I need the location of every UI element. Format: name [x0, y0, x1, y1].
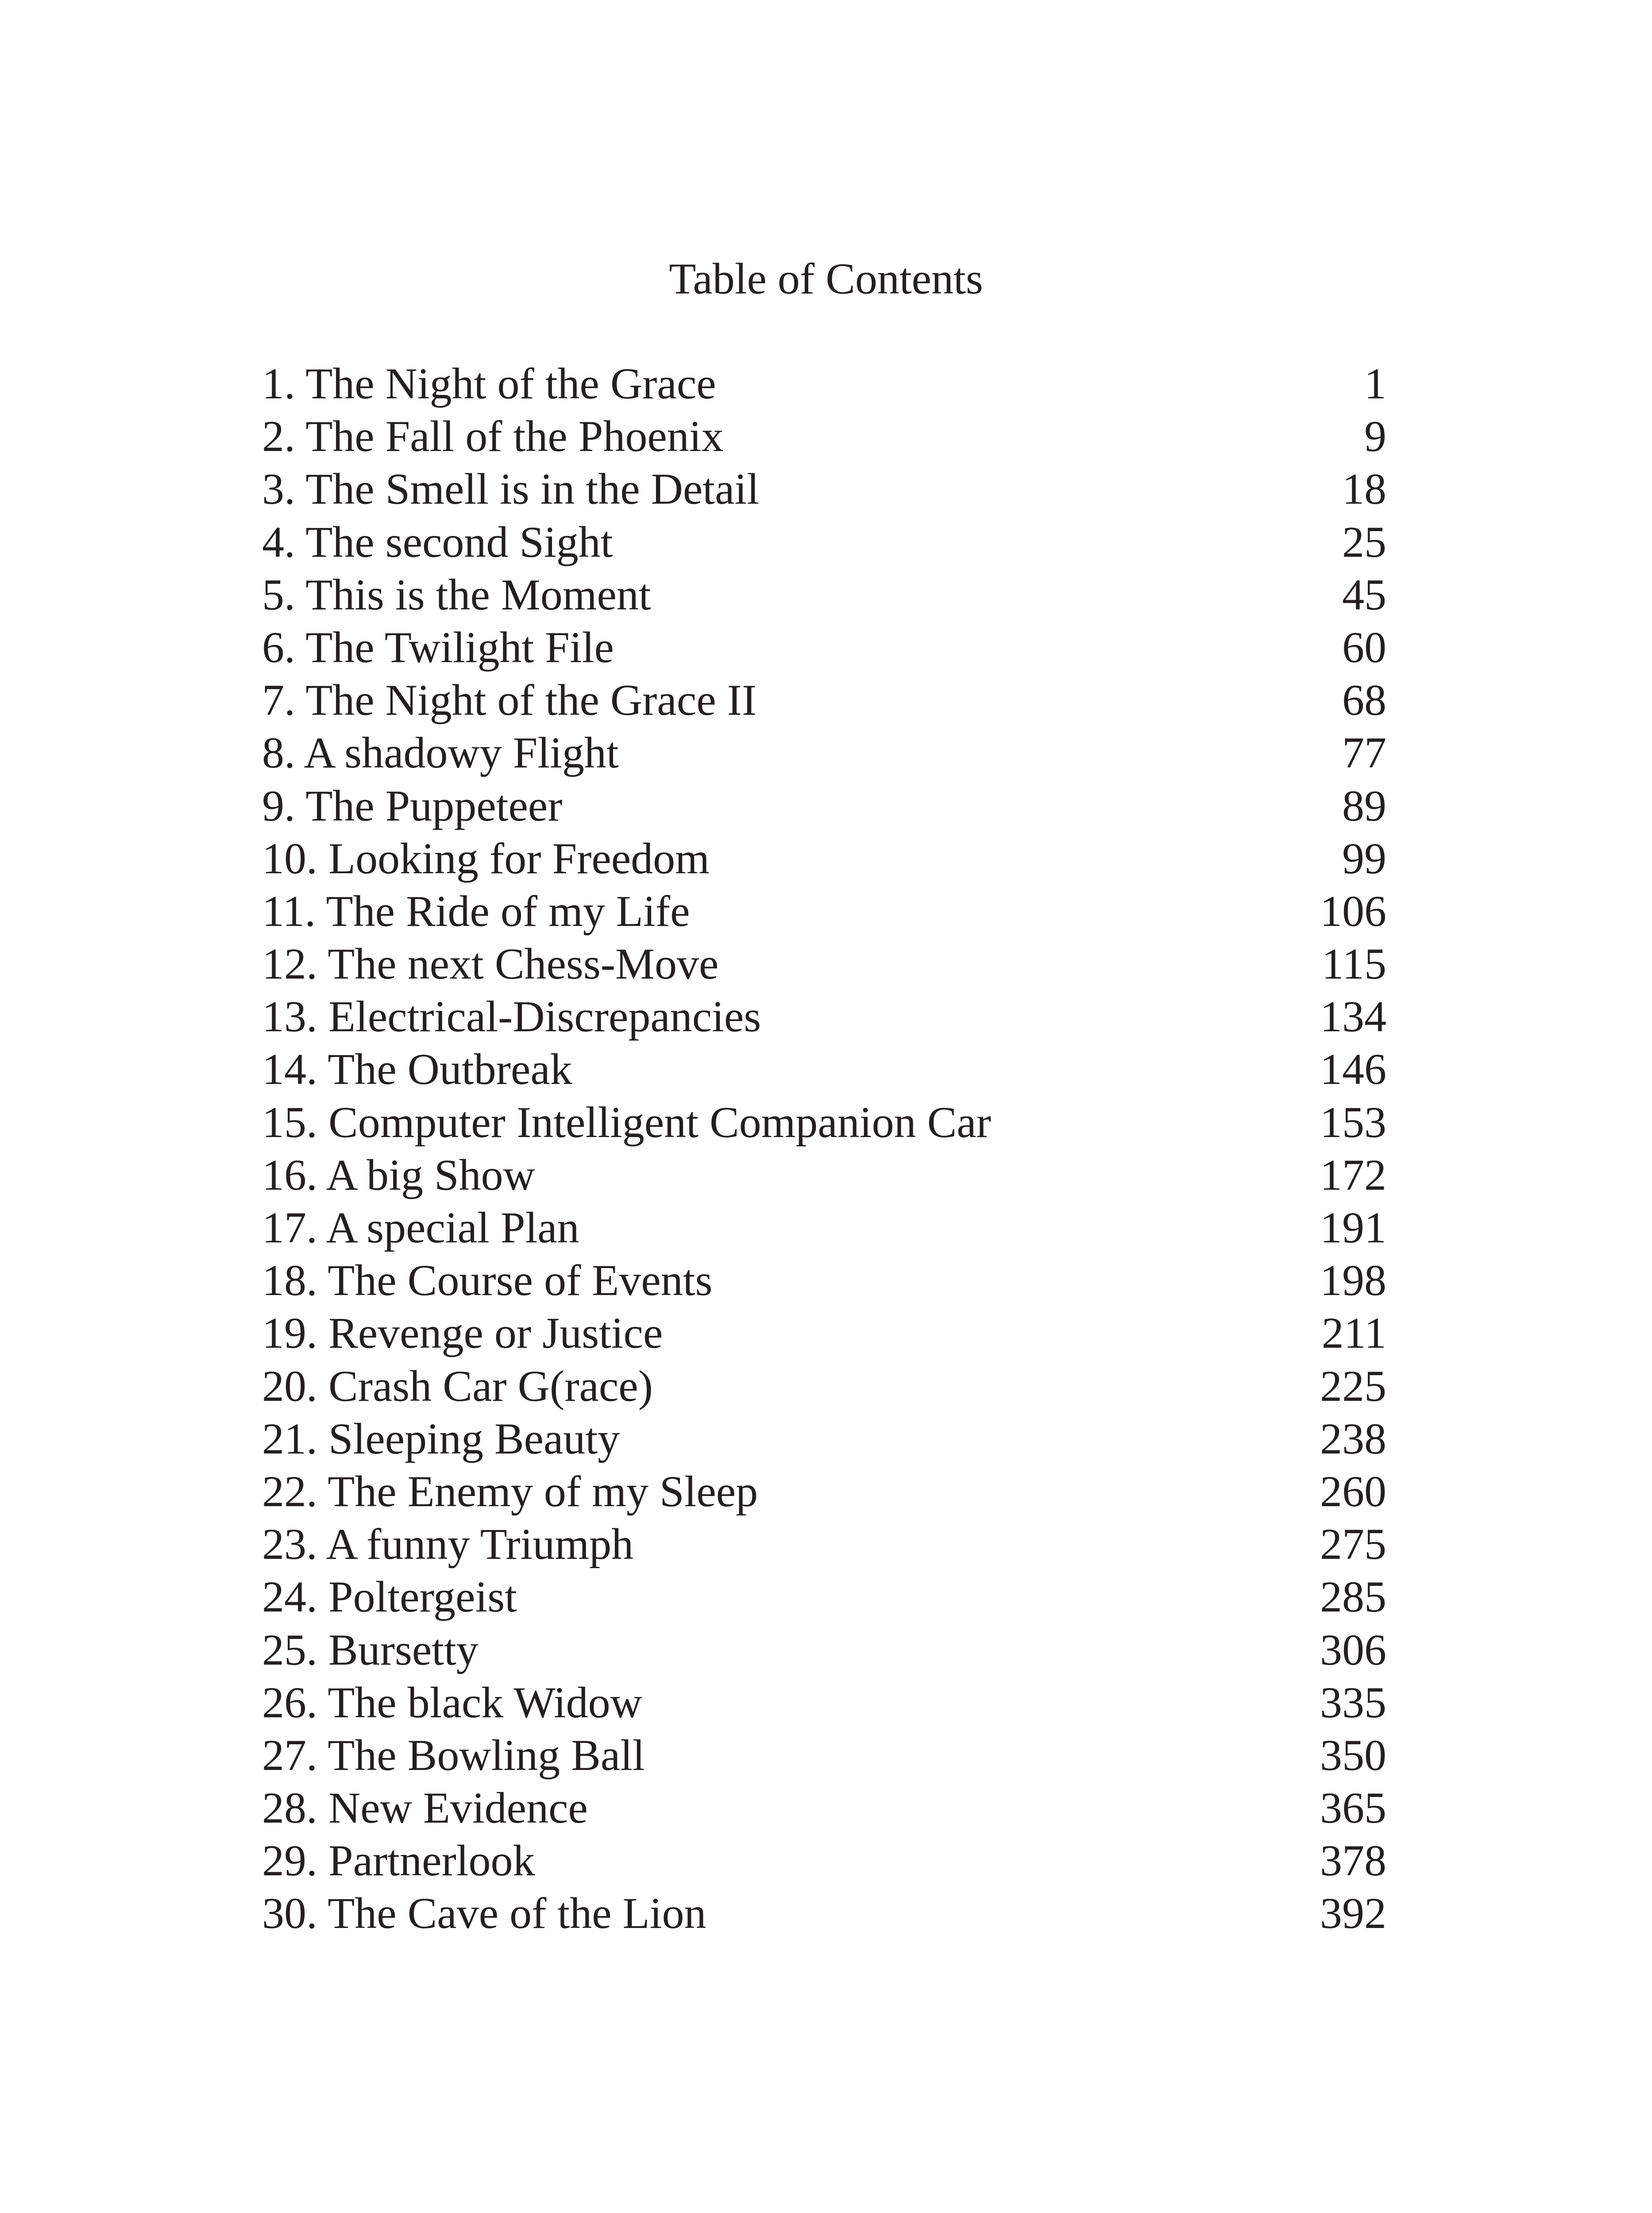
toc-entry-title: 8. A shadowy Flight — [262, 728, 619, 778]
toc-entry-title: 4. The second Sight — [262, 517, 613, 567]
toc-entry-title: 30. The Cave of the Lion — [262, 1889, 706, 1938]
toc-entry — [262, 1201, 1386, 1254]
toc-entry — [262, 410, 1386, 463]
toc-entry — [262, 674, 1386, 726]
toc-entry — [262, 1043, 1386, 1095]
toc-entry — [262, 463, 1386, 515]
toc-entry-page-number: 25 — [1342, 517, 1386, 567]
toc-entry — [262, 1412, 1386, 1465]
toc-entry-page-number: 77 — [1342, 728, 1386, 778]
toc-entry — [262, 1781, 1386, 1834]
toc-entry — [262, 1570, 1386, 1623]
toc-entry-title: 16. A big Show — [262, 1150, 535, 1199]
toc-entry-page-number: 350 — [1320, 1730, 1386, 1780]
toc-entry-title: 18. The Course of Events — [262, 1256, 713, 1305]
toc-entry-title: 24. Poltergeist — [262, 1572, 517, 1622]
toc-entry — [262, 1676, 1386, 1729]
toc-entry-title: 25. Bursetty — [262, 1625, 479, 1674]
toc-entry-page-number: 99 — [1342, 833, 1386, 883]
toc-entry — [262, 726, 1386, 779]
toc-entry — [262, 1729, 1386, 1781]
toc-entry-page-number: 238 — [1320, 1414, 1386, 1463]
toc-entry-page-number: 60 — [1342, 622, 1386, 672]
toc-entry — [262, 1254, 1386, 1307]
toc-entry-page-number: 260 — [1320, 1466, 1386, 1516]
toc-entry-page-number: 68 — [1342, 675, 1386, 725]
toc-entry-page-number: 211 — [1321, 1308, 1386, 1358]
toc-entry-page-number: 191 — [1320, 1203, 1386, 1252]
toc-entry-title: 22. The Enemy of my Sleep — [262, 1466, 758, 1516]
toc-entry-title: 19. Revenge or Justice — [262, 1308, 663, 1358]
toc-entry-page-number: 198 — [1320, 1256, 1386, 1305]
toc-entry — [262, 1887, 1386, 1939]
toc-entry-page-number: 285 — [1320, 1572, 1386, 1622]
toc-entry-page-number: 18 — [1342, 464, 1386, 514]
toc-entry-page-number: 146 — [1320, 1045, 1386, 1094]
toc-entry — [262, 832, 1386, 885]
toc-entry — [262, 937, 1386, 990]
toc-entry-page-number: 45 — [1342, 570, 1386, 619]
toc-list — [262, 357, 1386, 1940]
toc-entry-page-number: 275 — [1320, 1519, 1386, 1569]
toc-entry-title: 29. Partnerlook — [262, 1836, 535, 1885]
toc-entry-page-number: 89 — [1342, 781, 1386, 830]
toc-entry-page-number: 306 — [1320, 1625, 1386, 1674]
toc-entry-title: 1. The Night of the Grace — [262, 359, 716, 408]
toc-entry-title: 15. Computer Intelligent Companion Car — [262, 1097, 991, 1147]
toc-entry-title: 12. The next Chess-Move — [262, 939, 719, 989]
toc-entry-page-number: 365 — [1320, 1783, 1386, 1833]
toc-entry — [262, 990, 1386, 1043]
toc-entry — [262, 357, 1386, 410]
toc-entry-page-number: 172 — [1320, 1150, 1386, 1199]
toc-entry-title: 3. The Smell is in the Detail — [262, 464, 759, 514]
toc-entry-page-number: 1 — [1364, 359, 1386, 408]
toc-entry-title: 6. The Twilight File — [262, 622, 614, 672]
toc-entry-title: 7. The Night of the Grace II — [262, 675, 757, 725]
toc-entry — [262, 1465, 1386, 1518]
toc-entry — [262, 1307, 1386, 1359]
toc-entry — [262, 1360, 1386, 1412]
toc-entry-page-number: 392 — [1320, 1889, 1386, 1938]
page-title: Table of Contents — [669, 254, 983, 303]
toc-entry-page-number: 378 — [1320, 1836, 1386, 1885]
toc-entry-title: 13. Electrical-Discrepancies — [262, 992, 761, 1041]
toc-entry-page-number: 9 — [1364, 412, 1386, 461]
toc-entry — [262, 621, 1386, 674]
toc-entry — [262, 885, 1386, 937]
toc-entry-title: 17. A special Plan — [262, 1203, 579, 1252]
toc-entry — [262, 1149, 1386, 1201]
toc-entry-title: 14. The Outbreak — [262, 1045, 572, 1094]
toc-entry-title: 2. The Fall of the Phoenix — [262, 412, 724, 461]
toc-entry-page-number: 153 — [1320, 1097, 1386, 1147]
toc-entry — [262, 516, 1386, 568]
toc-entry-title: 26. The black Widow — [262, 1677, 642, 1727]
toc-entry-title: 27. The Bowling Ball — [262, 1730, 645, 1780]
toc-entry — [262, 1834, 1386, 1887]
toc-entry-page-number: 115 — [1321, 939, 1386, 989]
toc-entry — [262, 568, 1386, 621]
toc-entry-page-number: 134 — [1320, 992, 1386, 1041]
toc-entry-title: 11. The Ride of my Life — [262, 886, 690, 936]
toc-entry-title: 28. New Evidence — [262, 1783, 588, 1833]
toc-entry-title: 5. This is the Moment — [262, 570, 651, 619]
toc-entry-page-number: 225 — [1320, 1361, 1386, 1411]
toc-entry — [262, 779, 1386, 832]
toc-entry-page-number: 106 — [1320, 886, 1386, 936]
toc-entry-title: 21. Sleeping Beauty — [262, 1414, 620, 1463]
toc-entry-title: 10. Looking for Freedom — [262, 833, 710, 883]
toc-entry-title: 20. Crash Car G(race) — [262, 1361, 653, 1411]
toc-entry — [262, 1518, 1386, 1570]
toc-entry-title: 9. The Puppeteer — [262, 781, 563, 830]
toc-entry-title: 23. A funny Triumph — [262, 1519, 634, 1569]
toc-entry — [262, 1623, 1386, 1676]
toc-entry-page-number: 335 — [1320, 1677, 1386, 1727]
toc-entry — [262, 1096, 1386, 1149]
